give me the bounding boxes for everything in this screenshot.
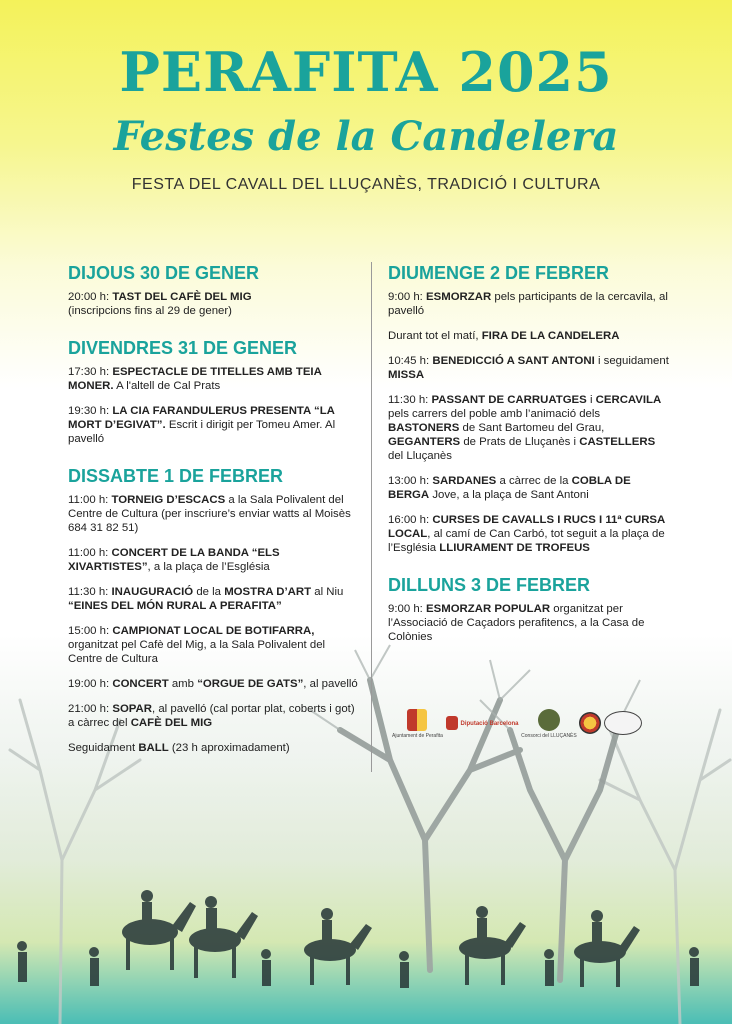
event-subtitle: Festes de la Candelera — [113, 113, 619, 160]
event-title: PERAFITA 2025 — [119, 40, 613, 104]
schedule-right-column — [388, 262, 673, 655]
schedule-left-column — [68, 262, 358, 766]
event-tagline: FESTA DEL CAVALL DEL LLUÇANÈS, TRADICIÓ I CULTURA — [131, 176, 601, 193]
column-divider — [371, 262, 372, 772]
consorci-logo: Consorci del LLUÇANÈS — [521, 709, 577, 739]
event-item: 13:00 h: SARDANES a càrrec de la COBLA DE BERGA Jove, a la plaça de Sant Antoni — [388, 475, 631, 501]
event-item: 11:00 h: CONCERT DE LA BANDA “ELS XIVARTISTES”, a la plaça de l’Església — [68, 547, 280, 573]
federacio-logo — [579, 712, 601, 736]
day-heading: DISSABTE 1 DE FEBRER — [68, 466, 284, 486]
event-item: 10:45 h: BENEDICCIÓ A SANT ANTONI i seguidament MISSA — [388, 355, 669, 381]
event-item: 9:00 h: ESMORZAR pels participants de la cercavila, al pavelló — [388, 291, 668, 317]
horse-head-icon — [604, 711, 642, 735]
diputacio-logo: Diputació Barcelona — [446, 716, 519, 732]
federacio-icon — [579, 712, 601, 734]
event-item: 9:00 h: ESMORZAR POPULAR organitzat per l’Associació de Caçadors perafitencs, a la Casa de Colònies — [388, 603, 645, 643]
day-heading: DILLUNS 3 DE FEBRER — [388, 575, 591, 595]
day-heading: DIVENDRES 31 DE GENER — [68, 338, 298, 358]
ajuntament-logo: Ajuntament de Perafita — [392, 709, 443, 739]
event-item: 17:30 h: ESPECTACLE DE TITELLES AMB TEIA MONER. A l'altell de Cal Prats — [68, 366, 322, 392]
sponsor-logos — [392, 698, 642, 750]
event-item: 20:00 h: TAST DEL CAFÈ DEL MIG (inscripcions fins al 29 de gener) — [68, 291, 252, 317]
day-heading: DIJOUS 30 DE GENER — [68, 263, 260, 283]
event-item: 11:00 h: TORNEIG D’ESCACS a la Sala Polivalent del Centre de Cultura (per inscriure’s enviar watts al Moisès 684 31 82 51) — [68, 494, 351, 534]
diputacio-icon — [446, 716, 458, 730]
event-item: 11:30 h: PASSANT DE CARRUATGES i CERCAVILA pels carrers del poble amb l’animació dels BASTONERS de Sant Bartomeu del Grau, GEGANTERS de Prats de Lluçanès i CASTELLERS del Lluçanès — [388, 394, 662, 462]
event-item: Seguidament BALL (23 h aproximadament) — [68, 742, 290, 754]
horse-emblem-logo — [604, 711, 642, 737]
event-item: Durant tot el matí, FIRA DE LA CANDELERA — [388, 330, 620, 342]
event-item: 11:30 h: INAUGURACIÓ de la MOSTRA D’ART al Niu “EINES DEL MÓN RURAL A PERAFITA” — [68, 586, 344, 612]
event-item: 15:00 h: CAMPIONAT LOCAL DE BOTIFARRA, organitzat pel Cafè del Mig, a la Sala Polivalent del Centre de Cultura — [68, 625, 326, 665]
event-item: 21:00 h: SOPAR, al pavelló (cal portar plat, coberts i got) a càrrec del CAFÈ DEL MIG — [68, 703, 355, 729]
event-item: 19:30 h: LA CIA FARANDULERUS PRESENTA “LA MORT D’EGIVAT”. Escrit i dirigit per Tomeu Amer. Al pavelló — [68, 405, 336, 445]
day-heading: DIUMENGE 2 DE FEBRER — [388, 263, 610, 283]
consorci-icon — [538, 709, 560, 731]
event-item: 16:00 h: CURSES DE CAVALLS I RUCS I 11ª CURSA LOCAL, al camí de Can Carbó, tot seguit a la plaça de l’Església LLIURAMENT DE TROFEUS — [388, 514, 665, 554]
coat-of-arms-icon — [407, 709, 427, 731]
event-item: 19:00 h: CONCERT amb “ORGUE DE GATS”, al pavelló — [68, 678, 358, 690]
